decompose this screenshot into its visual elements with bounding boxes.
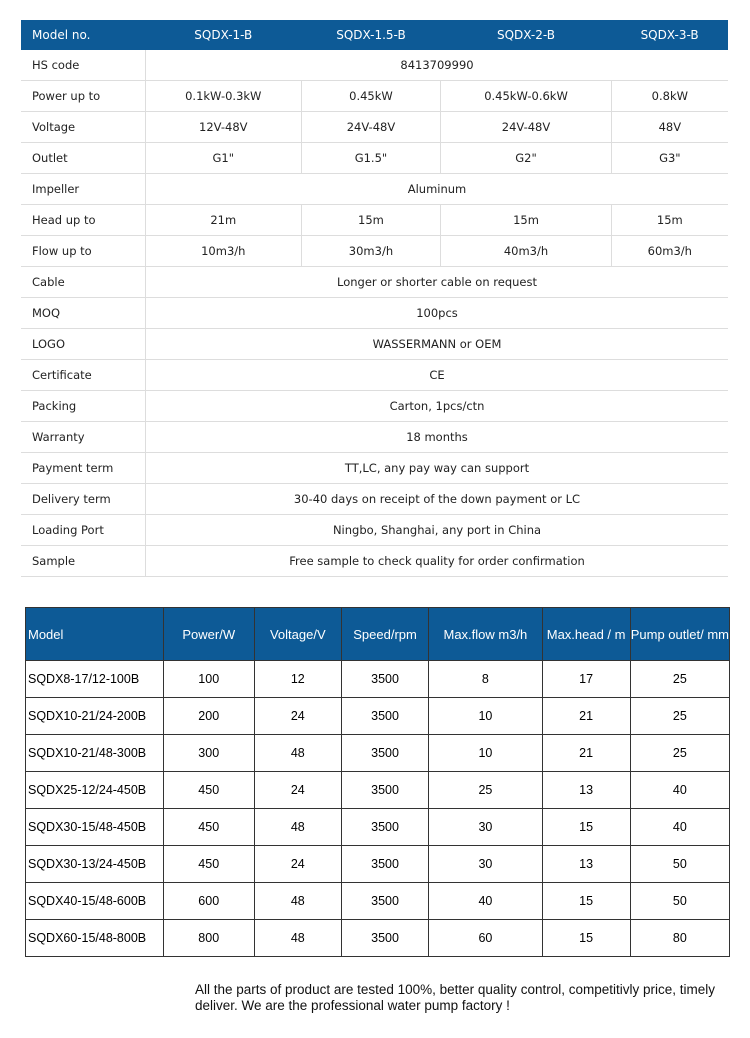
table-cell: 40 xyxy=(429,883,542,920)
table-cell: 80 xyxy=(630,920,729,957)
table-cell: 3500 xyxy=(341,846,428,883)
table-cell: 48 xyxy=(254,883,341,920)
table-cell: 21 xyxy=(542,735,630,772)
row-value: CE xyxy=(146,360,729,391)
row-label: HS code xyxy=(21,50,146,81)
header-cell: SQDX-1.5-B xyxy=(301,20,441,50)
table-row xyxy=(26,920,730,957)
header-cell: SQDX-3-B xyxy=(611,20,728,50)
header-cell: Max.head / m xyxy=(542,608,630,661)
table-cell: SQDX10-21/24-200B xyxy=(26,698,164,735)
spec-row xyxy=(21,112,728,143)
row-label: Payment term xyxy=(21,453,146,484)
model-table xyxy=(25,607,730,957)
spec-row xyxy=(21,453,728,484)
header-cell: Speed/rpm xyxy=(341,608,428,661)
table-cell: 40 xyxy=(630,772,729,809)
table-cell: 3500 xyxy=(341,735,428,772)
table-cell: 100 xyxy=(163,661,254,698)
table-cell: 3500 xyxy=(341,883,428,920)
table-cell: 600 xyxy=(163,883,254,920)
header-cell: SQDX-1-B xyxy=(146,20,302,50)
row-label: Cable xyxy=(21,267,146,298)
row-label: Power up to xyxy=(21,81,146,112)
row-label: Flow up to xyxy=(21,236,146,267)
table-cell: 48 xyxy=(254,809,341,846)
table-cell: 24 xyxy=(254,846,341,883)
table-cell: 3500 xyxy=(341,920,428,957)
spec-row xyxy=(21,546,728,577)
table-cell: 60 xyxy=(429,920,542,957)
table-cell: 10 xyxy=(429,735,542,772)
row-value: G3" xyxy=(611,143,728,174)
spec-row xyxy=(21,143,728,174)
table-cell: 24 xyxy=(254,698,341,735)
table-cell: 48 xyxy=(254,920,341,957)
row-label: Warranty xyxy=(21,422,146,453)
table-cell: 3500 xyxy=(341,772,428,809)
row-value: G1" xyxy=(146,143,302,174)
row-value: 21m xyxy=(146,205,302,236)
row-label: MOQ xyxy=(21,298,146,329)
table-cell: 3500 xyxy=(341,661,428,698)
spec-row xyxy=(21,329,728,360)
row-value: TT,LC, any pay way can support xyxy=(146,453,729,484)
table-cell: 50 xyxy=(630,846,729,883)
spec-row xyxy=(21,205,728,236)
table-cell: 15 xyxy=(542,920,630,957)
row-value: 10m3/h xyxy=(146,236,302,267)
table-cell: 800 xyxy=(163,920,254,957)
table-cell: 30 xyxy=(429,809,542,846)
row-value: 24V-48V xyxy=(301,112,441,143)
spec-row xyxy=(21,391,728,422)
row-value: 15m xyxy=(611,205,728,236)
table-cell: 24 xyxy=(254,772,341,809)
table-cell: 17 xyxy=(542,661,630,698)
spec-row xyxy=(21,298,728,329)
table-cell: 15 xyxy=(542,809,630,846)
row-value: 48V xyxy=(611,112,728,143)
spec-table xyxy=(21,20,728,577)
spec-row xyxy=(21,236,728,267)
table-cell: SQDX60-15/48-800B xyxy=(26,920,164,957)
row-value: 0.45kW-0.6kW xyxy=(441,81,611,112)
row-value: 40m3/h xyxy=(441,236,611,267)
row-value: Aluminum xyxy=(146,174,729,205)
row-value: 8413709990 xyxy=(146,50,729,81)
row-value: Ningbo, Shanghai, any port in China xyxy=(146,515,729,546)
table-cell: SQDX10-21/48-300B xyxy=(26,735,164,772)
row-label: Impeller xyxy=(21,174,146,205)
table-row xyxy=(26,698,730,735)
table-cell: 21 xyxy=(542,698,630,735)
table-row xyxy=(26,846,730,883)
row-label: Packing xyxy=(21,391,146,422)
table-cell: 12 xyxy=(254,661,341,698)
table-cell: 50 xyxy=(630,883,729,920)
row-value: Free sample to check quality for order confirmation xyxy=(146,546,729,577)
table-cell: 450 xyxy=(163,772,254,809)
row-value: 24V-48V xyxy=(441,112,611,143)
table-cell: SQDX8-17/12-100B xyxy=(26,661,164,698)
table-cell: 3500 xyxy=(341,809,428,846)
spec-row xyxy=(21,484,728,515)
table-cell: 25 xyxy=(630,698,729,735)
row-value: G2" xyxy=(441,143,611,174)
spec-row xyxy=(21,174,728,205)
header-cell: SQDX-2-B xyxy=(441,20,611,50)
row-label: Head up to xyxy=(21,205,146,236)
header-cell: Model no. xyxy=(21,20,146,50)
table-cell: 15 xyxy=(542,883,630,920)
header-cell: Power/W xyxy=(163,608,254,661)
spec-row xyxy=(21,360,728,391)
row-value: 30m3/h xyxy=(301,236,441,267)
row-value: 30-40 days on receipt of the down payment or LC xyxy=(146,484,729,515)
row-label: Outlet xyxy=(21,143,146,174)
table-cell: 8 xyxy=(429,661,542,698)
header-cell: Max.flow m3/h xyxy=(429,608,542,661)
row-value: 60m3/h xyxy=(611,236,728,267)
row-value: WASSERMANN or OEM xyxy=(146,329,729,360)
table-cell: SQDX25-12/24-450B xyxy=(26,772,164,809)
row-label: LOGO xyxy=(21,329,146,360)
row-value: 12V-48V xyxy=(146,112,302,143)
table-cell: 450 xyxy=(163,846,254,883)
table-row xyxy=(26,661,730,698)
header-cell: Voltage/V xyxy=(254,608,341,661)
table-cell: 13 xyxy=(542,772,630,809)
table-cell: SQDX40-15/48-600B xyxy=(26,883,164,920)
table-cell: 30 xyxy=(429,846,542,883)
row-value: 0.1kW-0.3kW xyxy=(146,81,302,112)
row-value: 15m xyxy=(301,205,441,236)
row-value: 100pcs xyxy=(146,298,729,329)
footer-note: All the parts of product are tested 100%, better quality control, competitivly price, timely deliver. We are the professional water pump factory ! xyxy=(195,982,715,1013)
header-cell: Pump outlet/ mm xyxy=(630,608,729,661)
spec-row xyxy=(21,50,728,81)
table-cell: 10 xyxy=(429,698,542,735)
table-cell: 450 xyxy=(163,809,254,846)
table-cell: 25 xyxy=(429,772,542,809)
row-value: 15m xyxy=(441,205,611,236)
row-label: Delivery term xyxy=(21,484,146,515)
table-cell: SQDX30-15/48-450B xyxy=(26,809,164,846)
table-cell: 48 xyxy=(254,735,341,772)
row-label: Sample xyxy=(21,546,146,577)
spec-row xyxy=(21,422,728,453)
table-cell: 40 xyxy=(630,809,729,846)
row-label: Loading Port xyxy=(21,515,146,546)
row-value: Longer or shorter cable on request xyxy=(146,267,729,298)
row-value: 18 months xyxy=(146,422,729,453)
spec-row xyxy=(21,267,728,298)
table-cell: 200 xyxy=(163,698,254,735)
model-header-row xyxy=(26,608,730,661)
row-value: 0.45kW xyxy=(301,81,441,112)
row-label: Voltage xyxy=(21,112,146,143)
row-value: G1.5" xyxy=(301,143,441,174)
table-cell: 13 xyxy=(542,846,630,883)
spec-row xyxy=(21,81,728,112)
row-value: Carton, 1pcs/ctn xyxy=(146,391,729,422)
spec-row xyxy=(21,515,728,546)
table-cell: 25 xyxy=(630,661,729,698)
table-cell: SQDX30-13/24-450B xyxy=(26,846,164,883)
table-row xyxy=(26,809,730,846)
table-row xyxy=(26,772,730,809)
table-cell: 3500 xyxy=(341,698,428,735)
row-value: 0.8kW xyxy=(611,81,728,112)
spec-header-row xyxy=(21,20,728,50)
table-cell: 25 xyxy=(630,735,729,772)
table-cell: 300 xyxy=(163,735,254,772)
header-cell: Model xyxy=(26,608,164,661)
row-label: Certificate xyxy=(21,360,146,391)
table-row xyxy=(26,883,730,920)
table-row xyxy=(26,735,730,772)
